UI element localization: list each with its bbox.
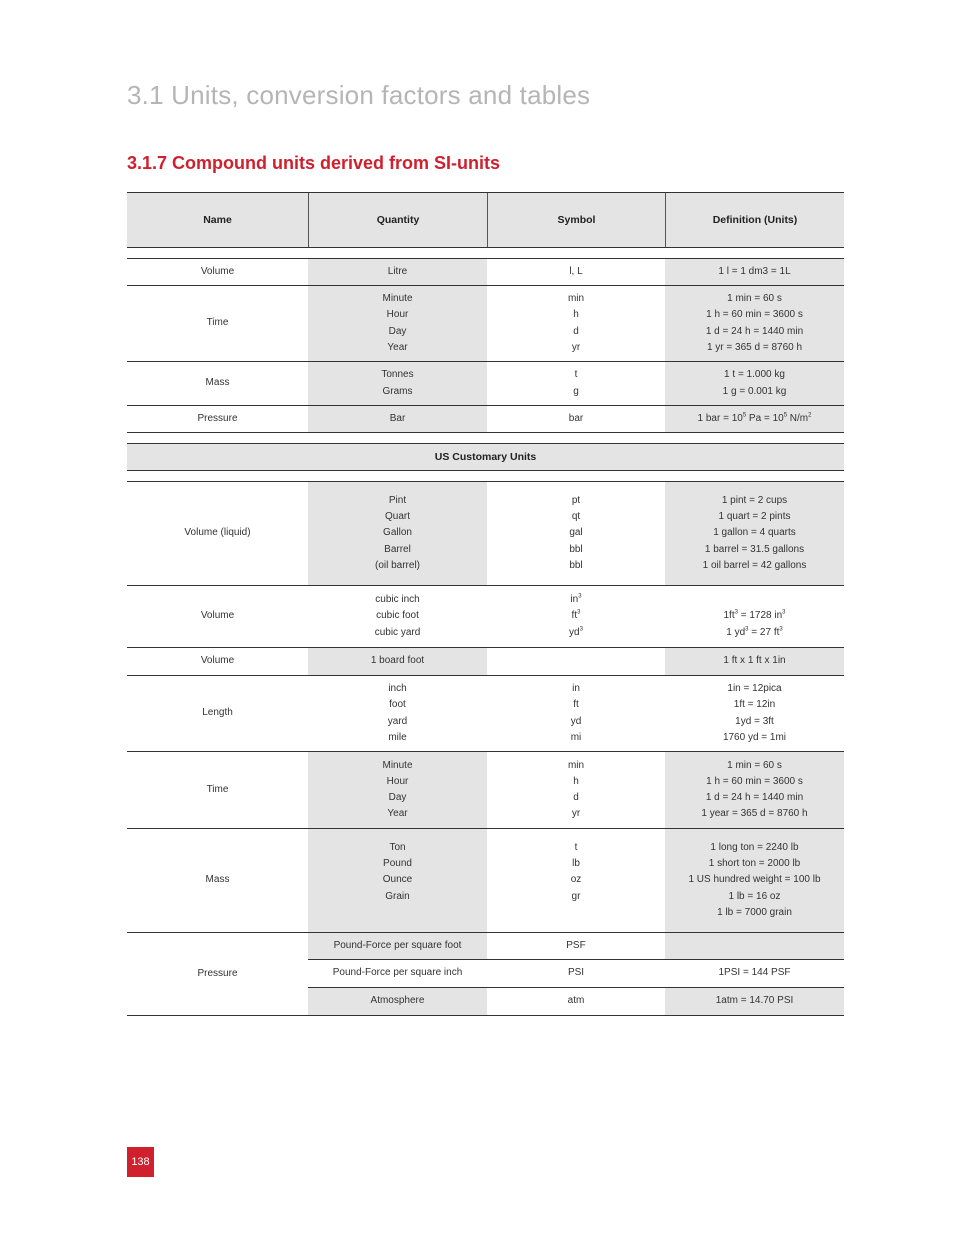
line: yard: [387, 715, 408, 727]
text-part: 1ft: [723, 610, 735, 622]
line: gal: [569, 527, 583, 539]
row-symbol: [487, 829, 665, 932]
table-row-group: [127, 933, 844, 1016]
section-title: 3.1.7 Compound units derived from SI-units: [127, 153, 501, 173]
row-quantity: Atmosphere: [308, 988, 487, 1015]
row-symbol: l, L: [569, 265, 583, 277]
row-name: Mass: [205, 874, 230, 886]
line: 1 year = 365 d = 8760 h: [701, 808, 808, 820]
line: Minute: [382, 759, 413, 771]
line: cubic yard: [374, 626, 421, 638]
row-name: Volume: [200, 265, 235, 277]
line: 1 t = 1.000 kg: [724, 369, 785, 381]
table-row: [127, 752, 844, 829]
line: 1 gallon = 4 quarts: [713, 527, 796, 539]
row-quantity: 1 board foot: [308, 648, 487, 675]
band-label: US Customary Units: [127, 444, 844, 470]
row-definition: [665, 586, 844, 647]
table-row: [127, 586, 844, 648]
row-quantity: [308, 829, 487, 932]
line: cubic inch: [375, 594, 420, 606]
row-quantity: [308, 286, 487, 361]
exponent: 5: [783, 412, 788, 419]
page-title: 3.1 Units, conversion factors and tables: [127, 80, 591, 110]
line: h: [573, 309, 579, 321]
row-quantity: [308, 586, 487, 647]
line: 1 US hundred weight = 100 lb: [688, 874, 821, 886]
line: 1 h = 60 min = 3600 s: [706, 775, 803, 787]
line: Grain: [385, 890, 410, 902]
line: Hour: [386, 309, 409, 321]
pressure-subrow: [308, 933, 844, 960]
table-header: [127, 192, 844, 248]
line: Pint: [388, 494, 407, 506]
line: Day: [388, 792, 407, 803]
exponent: 3: [734, 610, 738, 617]
row-symbol: [487, 286, 665, 361]
line: mi: [570, 731, 582, 743]
row-quantity: [308, 752, 487, 828]
line: [569, 625, 583, 641]
pressure-subrow: [308, 960, 844, 988]
row-definition: [665, 933, 844, 959]
line: 1 g = 0.001 kg: [722, 385, 787, 397]
row-definition: 1PSI = 144 PSF: [718, 967, 791, 979]
line: ft: [573, 699, 579, 711]
line: 1 lb = 16 oz: [728, 890, 781, 902]
line: mile: [388, 731, 407, 743]
header-quantity: Quantity: [308, 193, 487, 247]
row-definition: [665, 676, 844, 751]
row-definition: [665, 406, 844, 432]
line: Ounce: [382, 874, 413, 886]
line: g: [573, 385, 579, 397]
row-definition: 1 ft x 1 ft x 1in: [665, 648, 844, 675]
line: Day: [388, 325, 407, 337]
line: bbl: [569, 559, 583, 571]
row-symbol: [487, 482, 665, 585]
line: d: [573, 792, 579, 803]
line: t: [574, 369, 578, 381]
line: min: [567, 293, 585, 305]
header-definition: Definition (Units): [665, 193, 844, 247]
line: inch: [388, 683, 407, 695]
text-part: Pa = 10: [746, 412, 784, 424]
row-name: Time: [206, 317, 229, 329]
line: gr: [571, 890, 581, 902]
line: (oil barrel): [374, 559, 420, 571]
table-row: [127, 829, 844, 933]
pressure-subrow: [308, 988, 844, 1015]
exponent: 3: [782, 610, 786, 617]
line: Year: [387, 808, 408, 820]
row-symbol: PSI: [567, 967, 585, 979]
table-row: [127, 648, 844, 676]
line: 1 d = 24 h = 1440 min: [705, 325, 804, 337]
exponent: 5: [742, 412, 747, 419]
text-part: N/m: [787, 412, 809, 424]
line: 1 pint = 2 cups: [721, 494, 788, 506]
line: 1 min = 60 s: [727, 759, 782, 771]
line: [753, 592, 756, 608]
text-part: = 1728 in: [737, 610, 783, 622]
text-part: 1 bar = 10: [697, 412, 743, 424]
us-customary-band: [127, 443, 844, 471]
line: 1 yr = 365 d = 8760 h: [706, 341, 803, 353]
line: 1 barrel = 31.5 gallons: [704, 543, 805, 555]
line: cubic foot: [376, 610, 419, 622]
table-row: [127, 676, 844, 752]
table-row: [127, 286, 844, 362]
line: qt: [571, 511, 581, 523]
row-symbol: [487, 586, 665, 647]
line: Gallon: [383, 527, 412, 539]
line: 1 d = 24 h = 1440 min: [705, 792, 804, 803]
line: yr: [571, 808, 581, 820]
row-quantity: Pound-Force per square foot: [308, 933, 487, 959]
row-name: Volume (liquid): [184, 527, 251, 539]
line: [726, 625, 782, 641]
row-symbol: [487, 752, 665, 828]
row-definition: 1atm = 14.70 PSI: [665, 988, 844, 1015]
line: yd: [570, 715, 582, 727]
row-symbol: PSF: [566, 939, 586, 951]
table-row: [127, 406, 844, 433]
row-symbol: [487, 648, 665, 675]
row-name: Mass: [205, 377, 230, 389]
line: 1ft = 12in: [733, 699, 776, 711]
exponent: 3: [579, 626, 583, 633]
row-symbol: [487, 676, 665, 751]
line: 1 oil barrel = 42 gallons: [702, 559, 807, 571]
line: [723, 608, 785, 624]
line: bbl: [569, 543, 583, 555]
row-definition: [665, 362, 844, 405]
line: 1760 yd = 1mi: [722, 731, 787, 743]
row-name: Volume: [200, 610, 235, 622]
row-name: Length: [202, 707, 233, 719]
line: 1in = 12pica: [727, 683, 782, 695]
line: Ton: [389, 841, 406, 853]
text-part: = 27 ft: [748, 626, 780, 638]
line: yr: [571, 341, 581, 353]
line: 1 min = 60 s: [727, 293, 782, 305]
row-definition: [665, 829, 844, 932]
line: [572, 608, 581, 624]
line: min: [567, 759, 585, 771]
page-number: 138: [127, 1147, 154, 1177]
line: in: [572, 683, 580, 695]
row-quantity: Bar: [308, 406, 487, 432]
row-quantity: [308, 362, 487, 405]
header-name: Name: [127, 193, 308, 247]
line: 1 long ton = 2240 lb: [710, 841, 799, 853]
exponent: 3: [779, 626, 783, 633]
row-definition: [665, 286, 844, 361]
line: 1 lb = 7000 grain: [717, 906, 792, 918]
row-quantity: [308, 676, 487, 751]
table-row: [127, 362, 844, 406]
row-name: Volume: [200, 655, 235, 667]
exponent: 3: [577, 610, 581, 617]
exponent: 3: [745, 626, 749, 633]
text-part: 1 yd: [726, 626, 746, 638]
table-row: [127, 482, 844, 586]
row-quantity: [308, 482, 487, 585]
row-name: Time: [206, 783, 229, 795]
row-symbol: bar: [568, 412, 584, 424]
text-part: yd: [569, 626, 580, 638]
row-quantity: Pound-Force per square inch: [332, 967, 463, 979]
line: [570, 592, 581, 608]
line: lb: [572, 858, 580, 870]
row-name: Pressure: [197, 967, 238, 979]
exponent: 3: [578, 593, 582, 600]
row-quantity: Litre: [308, 259, 487, 285]
row-definition: [665, 752, 844, 828]
row-definition: 1 l = 1 dm3 = 1L: [665, 259, 844, 285]
row-name: Pressure: [197, 412, 238, 424]
line: [396, 905, 399, 921]
line: oz: [570, 874, 582, 886]
line: Pound: [383, 858, 412, 870]
row-symbol: atm: [567, 995, 585, 1007]
line: 1 short ton = 2000 lb: [708, 858, 801, 870]
row-definition: [665, 482, 844, 585]
line: Tonnes: [381, 369, 414, 381]
text-part: in: [570, 594, 579, 606]
header-symbol: Symbol: [487, 193, 665, 247]
line: Minute: [382, 293, 413, 305]
exponent: 2: [808, 412, 812, 419]
definition-text: [698, 411, 812, 427]
text-part: ft: [571, 610, 578, 622]
line: 1 quart = 2 pints: [718, 511, 791, 523]
line: Hour: [386, 775, 409, 787]
line: 1yd = 3ft: [735, 715, 774, 727]
line: [575, 905, 578, 921]
line: pt: [571, 494, 581, 506]
line: Year: [387, 341, 408, 353]
line: t: [574, 841, 578, 853]
table-row: [127, 259, 844, 286]
line: foot: [389, 699, 406, 711]
line: 1 h = 60 min = 3600 s: [706, 309, 803, 321]
line: Grams: [382, 385, 413, 397]
line: Quart: [384, 511, 410, 523]
line: h: [573, 775, 579, 787]
line: d: [573, 325, 579, 337]
row-symbol: [487, 362, 665, 405]
line: Barrel: [384, 543, 411, 555]
